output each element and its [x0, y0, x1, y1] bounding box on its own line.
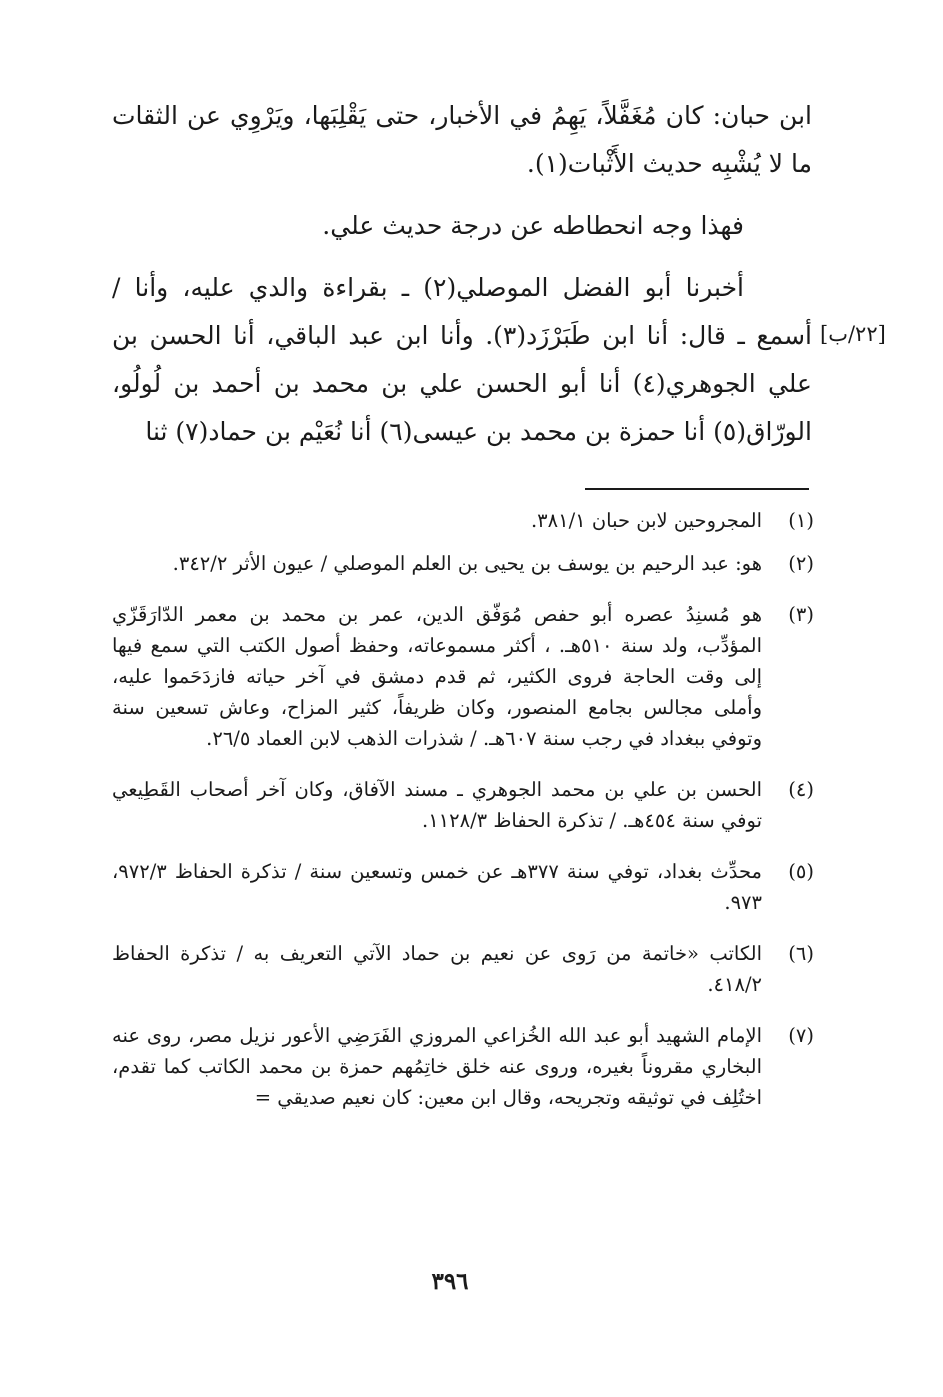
footnotes-list	[112, 505, 814, 1113]
footnote-number: (٢)	[788, 552, 814, 575]
paragraph-1: ابن حبان: كان مُغَفَّلاً، يَهِمُ في الأخبار، حتى يَقْلِبَها، ويَرْوِي عن الثقات ما لا يُشْبِه حديث الأَثْبات(١).	[112, 101, 812, 178]
footnote-text: الإمام الشهيد أبو عبد الله الخُزاعي المروزي الفَرَضِي الأعور نزيل مصر، روى عنه البخاري مقروناً بغيره، وروى عنه خلق خاتِمُهم حمزة بن محمد الكاتب كما تقدم، اختُلِف في توثيقه وتجريحه، وقال ابن معين: كان نعيم صديقي =	[112, 1024, 762, 1109]
footnote-text: هو: عبد الرحيم بن يوسف بن يحيى بن العلم الموصلي / عيون الأثر ٣٤٢/٢.	[172, 552, 762, 575]
footnote-divider	[585, 488, 809, 490]
footnote-text: الحسن بن علي بن محمد الجوهري ـ مسند الآفاق، وكان آخر أصحاب القَطِيعي توفي سنة ٤٥٤هـ. / تذكرة الحفاظ ١١٢٨/٣.	[112, 778, 762, 832]
footnote-4	[112, 774, 814, 836]
footnote-number: (٤)	[788, 778, 814, 801]
footnote-6	[112, 938, 814, 1000]
footnote-7	[112, 1020, 814, 1113]
footnote-text: محدِّث بغداد، توفي سنة ٣٧٧هـ عن خمس وتسعين سنة / تذكرة الحفاظ ٩٧٢/٣، ٩٧٣.	[112, 860, 762, 914]
footnote-number: (٥)	[788, 860, 814, 883]
footnote-number: (٣)	[788, 603, 814, 626]
paragraph-3: أخبرنا أبو الفضل الموصلي(٢) ـ بقراءة والدي عليه، وأنا / أسمع ـ قال: أنا ابن طَبَرْزَد(٣). وأنا ابن عبد الباقي، أنا الحسن بن علي الجوهري(٤) أنا أبو الحسن علي بن محمد بن أحمد بن لُولُو، الورّاق(٥) أنا حمزة بن محمد بن عيسى(٦) أنا نُعَيْم بن حماد(٧) ثنا	[112, 273, 812, 446]
footnote-number: (٦)	[788, 942, 814, 965]
footnote-text: الكاتب «خاتمة من رَوى عن نعيم بن حماد الآتي التعريف به / تذكرة الحفاظ ٤١٨/٢.	[112, 942, 762, 996]
paragraph-2: فهذا وجه انحطاطه عن درجة حديث علي.	[322, 211, 744, 240]
footnote-number: (١)	[788, 509, 814, 532]
main-text	[112, 92, 812, 456]
footnote-3	[112, 599, 814, 754]
footnote-text: هو مُسنِدُ عصره أبو حفص مُوَفّق الدين، عمر بن محمد بن معمر الدّارَقَزّي المؤدِّب، ولد سنة ٥١٠هـ. ، أكثر مسموعاته، وحفظ أصول الكتب التي سمع فيها إلى وقت الحاجة فروى الكثير، ثم قدم دمشق في آخر حياته فازدَحَموا عليه، وأملى مجالس بجامع المنصور، وكان ظريفاً، كثير المزاح، وعاش تسعين سنة وتوفي ببغداد في رجب سنة ٦٠٧هـ. / شذرات الذهب لابن العماد ٢٦/٥.	[112, 603, 762, 750]
footnote-number: (٧)	[788, 1024, 814, 1047]
footnote-2	[112, 548, 814, 579]
footnote-5	[112, 856, 814, 918]
manuscript-folio-note: [٢٢/ب]	[820, 322, 886, 346]
footnote-1	[112, 505, 814, 536]
page-number: ٣٩٦	[431, 1268, 469, 1295]
footnote-text: المجروحين لابن حبان ٣٨١/١.	[530, 509, 762, 532]
